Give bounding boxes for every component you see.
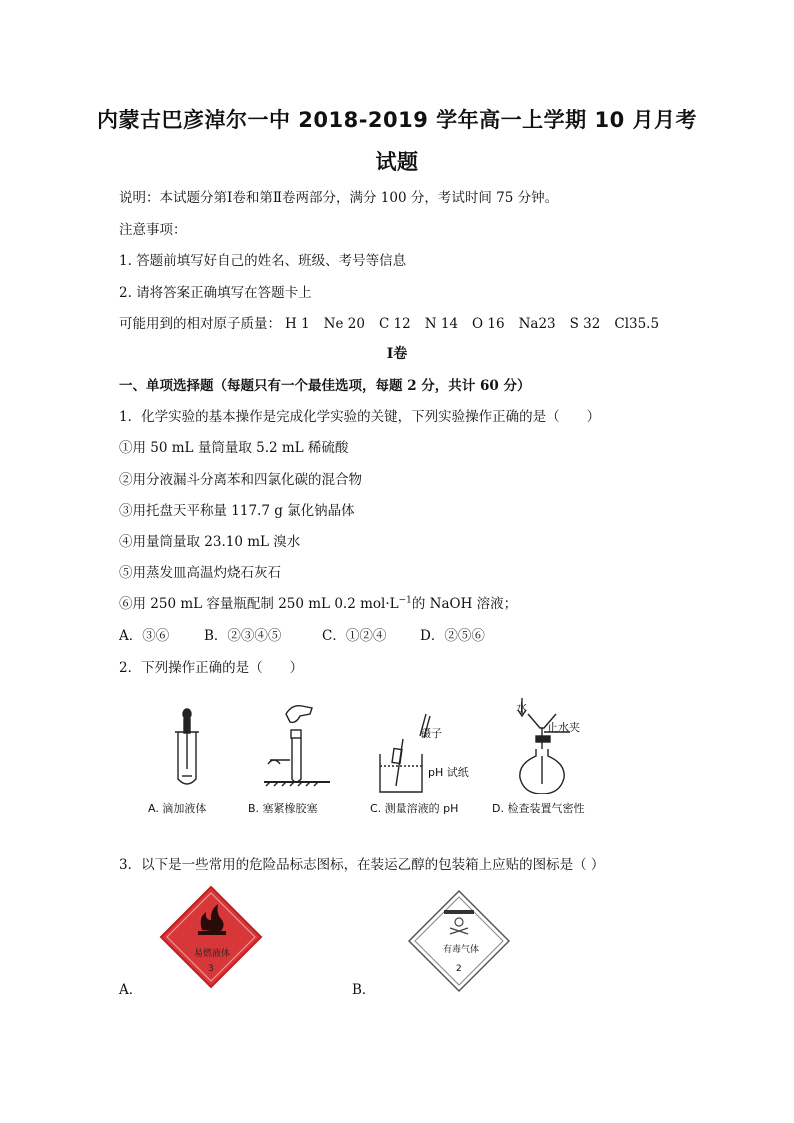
- atomic-mass-item: N 14: [424, 316, 459, 332]
- atomic-mass-item: Cl35.5: [614, 316, 660, 332]
- question-1-stem: 1．化学实验的基本操作是完成化学实验的关键，下列实验操作正确的是（ ）: [119, 409, 601, 425]
- question-1-item: ②用分液漏斗分离苯和四氯化碳的混合物: [119, 472, 362, 488]
- caption-d: D. 检查装置气密性: [492, 802, 585, 815]
- question-3-stem: 3．以下是一些常用的危险品标志图标，在装运乙醇的包装箱上应贴的图标是（ ）: [119, 857, 605, 873]
- question-1-item: ①用 50 mL 量筒量取 5.2 mL 稀硫酸: [119, 440, 349, 456]
- atomic-masses-line: [119, 312, 673, 332]
- question-1-item-6: ⑥用 250 mL 容量瓶配制 250 mL 0.2 $mol\cdot L^{-1}$的 NaOH 溶液；: [119, 595, 518, 612]
- caption-c: C. 测量溶液的 pH: [370, 802, 459, 815]
- option-d[interactable]: D．②⑤⑥: [420, 628, 485, 644]
- atomic-mass-item: Na23: [518, 316, 556, 332]
- exam-title-line1: 内蒙古巴彦淖尔一中 2018-2019 学年高一上学期 10 月月考: [96, 108, 698, 132]
- atomic-mass-item: H 1: [285, 316, 310, 332]
- atomic-mass-item: S 32: [569, 316, 601, 332]
- toxic-sign-text: 有毒气体: [443, 945, 480, 955]
- dropper-test-tube-drawing: [175, 709, 199, 784]
- lab-operations-figure: [140, 694, 620, 794]
- option-c[interactable]: C．①②④: [322, 628, 387, 644]
- notes-heading: 注意事项：: [119, 222, 187, 238]
- toxic-gas-sign: [406, 888, 512, 994]
- option-b[interactable]: B．②③④⑤: [204, 628, 282, 644]
- question-2-stem: 2．下列操作正确的是（ ）: [119, 660, 304, 676]
- flammable-sign-text: 易燃液体: [194, 949, 231, 959]
- note-item-2: 2. 请将答案正确填写在答题卡上: [119, 285, 312, 301]
- atomic-mass-item: C 12: [378, 316, 411, 332]
- stopper-hand-drawing: [264, 706, 330, 786]
- flammable-liquid-sign: [158, 884, 264, 990]
- flammable-sign-number: 3: [208, 964, 214, 974]
- option-a-label[interactable]: A．: [119, 982, 143, 998]
- question-1-item: ⑤用蒸发皿高温灼烧石灰石: [119, 565, 281, 581]
- question-1-item: ④用量筒量取 23.10 mL 溴水: [119, 534, 301, 550]
- clamp-label: 止水夹: [547, 721, 580, 734]
- section-heading: 一、单项选择题（每题只有一个最佳选项，每题 2 分，共计 60 分）: [119, 378, 531, 394]
- option-a[interactable]: A．③⑥: [119, 628, 170, 644]
- option-b-label[interactable]: B．: [352, 982, 376, 998]
- toxic-sign-number: 2: [456, 964, 462, 974]
- water-label: 水: [516, 701, 527, 714]
- exam-description: 说明：本试题分第Ⅰ卷和第Ⅱ卷两部分，满分 100 分，考试时间 75 分钟。: [119, 190, 559, 206]
- caption-a: A. 滴加液体: [148, 802, 207, 815]
- question-1-options: [119, 624, 485, 644]
- section-volume-label: Ⅰ卷: [386, 346, 408, 362]
- note-item-1: 1. 答题前填写好自己的姓名、班级、考号等信息: [119, 253, 407, 269]
- exam-title-line2: 试题: [375, 150, 419, 174]
- question-1-item: ③用托盘天平称量 117.7 g 氯化钠晶体: [119, 503, 355, 519]
- caption-b: B. 塞紧橡胶塞: [248, 802, 318, 815]
- ph-paper-label: pH 试纸: [428, 766, 469, 779]
- atomic-mass-item: O 16: [472, 316, 505, 332]
- atomic-masses-label: 可能用到的相对原子质量：: [119, 316, 281, 332]
- tweezers-label: 镊子: [420, 727, 442, 740]
- atomic-mass-item: Ne 20: [323, 316, 365, 332]
